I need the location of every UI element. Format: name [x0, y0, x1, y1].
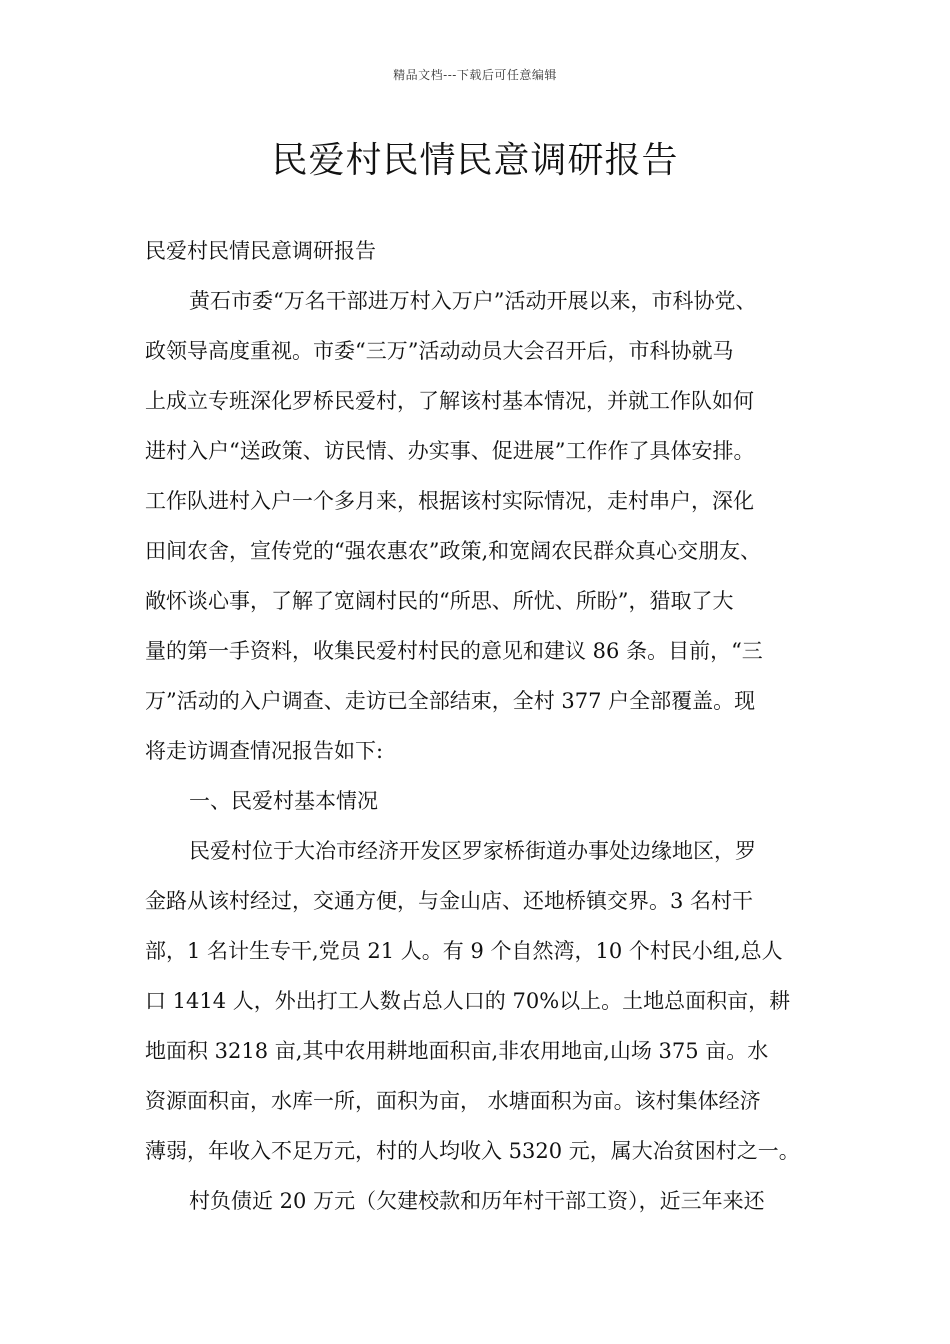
paragraph-line: 村负债近 20 万元（欠建校款和历年村干部工资），近三年来还	[189, 1189, 765, 1213]
paragraph-line: 进村入户“送政策、访民情、办实事、促进展”工作作了具体安排。	[145, 439, 755, 463]
paragraph-line: 口 1414 人，外出打工人数占总人口的 70%以上。土地总面积亩，耕	[145, 989, 791, 1013]
paragraph-line: 政领导高度重视。市委“三万”活动动员大会召开后，市科协就马	[145, 339, 734, 363]
paragraph-line: 敞怀谈心事，了解了宽阔村民的“所思、所忧、所盼”，猎取了大	[145, 589, 734, 613]
paragraph-line: 量的第一手资料，收集民爱村村民的意见和建议 86 条。目前，“三	[145, 639, 763, 663]
paragraph-line: 地面积 3218 亩,其中农用耕地面积亩,非农用地亩,山场 375 亩。水	[145, 1039, 769, 1063]
paragraph-line: 金路从该村经过，交通方便，与金山店、还地桥镇交界。3 名村干	[145, 889, 754, 913]
paragraph-line: 工作队进村入户一个多月来，根据该村实际情况，走村串户，深化	[145, 489, 754, 513]
section-heading: 一、民爱村基本情况	[189, 789, 378, 813]
document-title: 民爱村民情民意调研报告	[271, 140, 679, 181]
paragraph-line: 薄弱，年收入不足万元，村的人均收入 5320 元，属大冶贫困村之一。	[145, 1139, 800, 1163]
page-header: 精品文档---下载后可任意编辑	[393, 68, 557, 82]
paragraph-line: 资源面积亩，水库一所，面积为亩， 水塘面积为亩。该村集体经济	[145, 1089, 761, 1113]
paragraph-line: 田间农舍，宣传党的“强农惠农”政策,和宽阔农民群众真心交朋友、	[145, 539, 762, 563]
paragraph-line: 将走访调查情况报告如下:	[145, 739, 384, 763]
paragraph-line: 黄石市委“万名干部进万村入万户”活动开展以来，市科协党、	[189, 289, 757, 313]
document-body	[145, 226, 835, 1226]
paragraph-line: 部，1 名计生专干,党员 21 人。有 9 个自然湾，10 个村民小组,总人	[145, 939, 783, 963]
paragraph-line: 万”活动的入户调查、走访已全部结束，全村 377 户全部覆盖。现	[145, 689, 756, 713]
body-line-subtitle: 民爱村民情民意调研报告	[145, 239, 376, 263]
paragraph-line: 民爱村位于大冶市经济开发区罗家桥街道办事处边缘地区，罗	[189, 839, 756, 863]
paragraph-line: 上成立专班深化罗桥民爱村，了解该村基本情况，并就工作队如何	[145, 389, 754, 413]
